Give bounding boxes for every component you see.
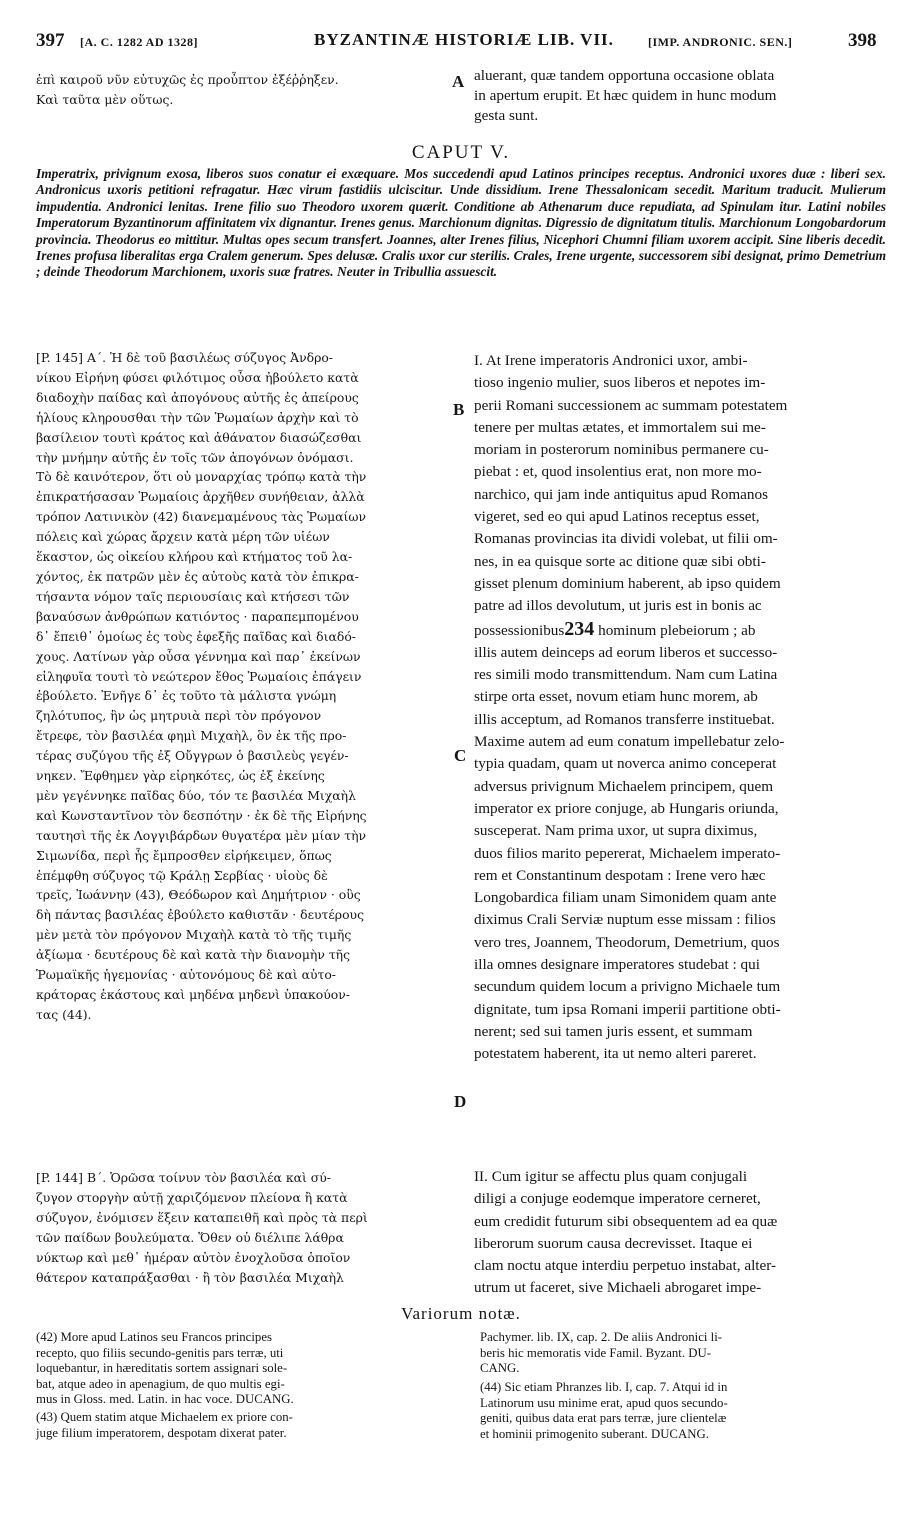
intro-greek: ἐπὶ καιροῦ νῦν εὐτυχῶς ἐς προὖπτον ἐξέῤῥηξεν. Καὶ ταῦτα μὲν οὕτως. (36, 72, 339, 107)
header-title: BYZANTINÆ HISTORIÆ LIB. VII. (314, 30, 614, 49)
paragraph-1-greek: [P. 145] Α΄. Ἡ δὲ τοῦ βασιλέως σύζυγος Ἀνδρο- νίκου Εἰρήνη φύσει φιλότιμος οὖσα ἠβούλετο κατὰ διαδοχὴν παίδας καὶ ἀπογόνους αὐτῆς ἐς ἀπείρους ἡλίους κληρουσθαι τὴν τῶν Ῥωμαίων ἀρχὴν καὶ τὸ βασίλειον τουτὶ κράτος καὶ ἀθάνατον διασώζεσθαι τὴν μνήμην αὐτῆς ἐν τοῖς τῶν ἀπογόνων ὀνόμασι. Τὸ δὲ καινότερον, ὅτι οὐ μοναρχίας τρόπῳ κατὰ τὴν ἐπικρατήσασαν Ῥωμαίοις ἀρχῆθεν συνήθειαν, ἀλλὰ τρόπον Λατινικὸν (42) διανεμαμένους τὰς Ῥωμαίων πόλεις καὶ χώρας ἄρχειν κατὰ μέρη τῶν υἱέων ἕκαστον, ὡς οἰκείου κλήρου καὶ κτήματος τοῦ λα- χόντος, ἐκ πατρῶν μὲν ἐς αὐτοὺς κατὰ τὸν ἐπικρα- τήσαντα νόμον ταῖς περιουσίαις καὶ κτήσεσι τῶν βαναύσων ἀνθρώπων κατιόντος · παραπεμπομένου δ᾽ ἔπειθ᾽ ὁμοίως ἐς τοὺς ἐφεξῆς παῖδας καὶ διαδό- χους. Λατίνων γὰρ οὖσα γέννημα καὶ παρ᾽ ἐκείνων εἰληφυῖα τουτὶ τὸ νεώτερον ἔθος Ῥωμαίοις ἐπάγειν ἐβούλετο. Ἐνῆγε δ᾽ ἐς τοῦτο τὰ μάλιστα γνώμη ζηλότυπος, ἣν ὡς μητρυιὰ περὶ τὸν πρόγονον ἔτρεφε, τὸν βασιλέα φημὶ Μιχαὴλ, ὃν ἐκ τῆς προ- τέρας συζύγου τῆς ἐξ Οὔγγρων ὁ βασιλεὺς γεγέν- νηκεν. Ἔφθημεν γὰρ εἰρηκότες, ὡς ἐξ ἐκείνης μὲν γεγέννηκε παῖδας δύο, τόν τε βασιλέα Μιχαὴλ καὶ Κωνσταντῖνον τὸν δεσπότην · ἐκ δὲ τῆς Εἰρήνης ταυτησὶ τῆς ἐκ Λογγιβάρδων θυγατέρα μὲν μίαν τὴν Σιμωνίδα, περὶ ἧς ἔμπροσθεν εἰρήκειμεν, ὅπως ἐπέμφθη σύζυγος τῷ Κράλῃ Σερβίας · υἱοὺς δὲ τρεῖς, Ἰωάννην (43), Θεόδωρον καὶ Δημήτριον · οὓς δὴ πάντας βασιλέας ἐβούλετο καθιστᾶν · δευτέρους μὲν μετὰ τὸν πρόγονον Μιχαὴλ κατὰ τὸ τῆς τιμῆς ἀξίωμα · δευτέρους δὲ καὶ κατὰ τὴν διανομὴν τῆς Ῥωμαϊκῆς ἡγεμονίας · αὐτονόμους δὲ καὶ αὐτο- κράτορας ἑκάστους καὶ μηδένα μηδενὶ ὑπακούον- τας (44). (36, 350, 367, 1022)
margin-letter-c: C (454, 746, 467, 765)
column-number: 234 (564, 617, 595, 640)
paragraph-1-latin-a: I. At Irene imperatoris Andronici uxor, ambi- tioso ingenio mulier, suos liberos et nepotes im- perii Romani successionem ac summam potestatem tenere per multas ætates, et immortalem sui me- moriam in posterorum nominibus permanere cu- piebat : et, quod insolentius erat, non more mo- narchico, qui jam inde antiquitus apud Romanos vigeret, sed eo qui apud Latinos receptus esset, Romanas provincias ita dividi volebat, ut filii om- nes, in ea quisque sorte ac ditione quæ sibi obti- gisset plenum dominium haberent, ab ipso quidem patre ad illos devolutum, ut juris est in bonis ac possessionibus (474, 352, 788, 639)
header-date-range: [A. C. 1282 AD 1328] (80, 35, 198, 49)
notes-heading: Variorum notæ. (401, 1304, 521, 1323)
margin-letter-b: B (453, 400, 465, 419)
margin-letter-a: A (452, 72, 465, 91)
paragraph-1-latin (474, 350, 886, 1066)
intro-latin: aluerant, quæ tandem opportuna occasione oblata in apertum erupit. Et hæc quidem in hunc modum gesta sunt. (474, 67, 777, 124)
footnote-43: (43) Quem statim atque Michaelem ex priore con- juge filium imperatorem, despotam dixerat pater. (36, 1410, 293, 1440)
paragraph-1-latin-b: hominum plebeiorum ; ab illis autem deinceps ad eorum liberos et successo- res simili modo transmittendum. Nam cum Latina stirpe orta esset, novum etiam hunc morem, ab illis acceptum, ad Romanos transferre instituebat. Maxime autem ad eum conatum impellebatur zelo- typia quadam, quam ut noverca animo conceperat adversus privignum Michaelem principem, quem imperator ex priore conjuge, ab Hungaris oriunda, susceperat. Nam prima uxor, ut supra diximus, duos filios marito pepererat, Michaelem imperato- rem et Constantinum despotam : Irene vero hæc Longobardica filiam unam Simonidem quam ante diximus Crali Serviæ nuptum esse missam : filios vero tres, Joannem, Theodorum, Demetrium, quos illa omnes designare imperatores studebat : qui secundum quidem locum a privigno Michaele tum dignitate, tum ipsa Romani imperii partitione obti- nerent; sed sui tamen juris essent, et summam potestatem haberent, ita ut nemo alteri pareret. (474, 621, 785, 1063)
paragraph-2-latin: II. Cum igitur se affectu plus quam conjugali diligi a conjuge eodemque imperatore cerneret, eum credidit futurum sibi obsequentem ad ea quæ liberorum suorum causa decrevisset. Itaque ei clam noctu atque interdiu perpetuo instabat, alter- utrum ut faceret, sive Michaeli abrogaret impe- (474, 1168, 778, 1297)
running-header (36, 30, 886, 58)
page-number-left: 397 (36, 30, 65, 51)
paragraph-2-greek: [P. 144] Β΄. Ὁρῶσα τοίνυν τὸν βασιλέα καὶ σύ- ζυγον στοργὴν αὐτῇ χαριζόμενον πλείονα ἢ κατὰ σύζυγον, ἐνόμισεν ἕξειν καταπειθῆ καὶ πρὸς τὰ περὶ τῶν παίδων βουλεύματα. Ὅθεν οὐ διέλιπε λάθρα νύκτωρ καὶ μεθ᾽ ἡμέραν αὐτὸν ἐνοχλοῦσα ὁποῖον θάτερον καταπράξασθαι · ἢ τὸν βασιλέα Μιχαὴλ (36, 1170, 368, 1285)
page (36, 30, 886, 1441)
footnote-42-continued: Pachymer. lib. IX, cap. 2. De aliis Andronici li- beris hic memoratis vide Famil. Byzant. DU- CANG. (480, 1330, 723, 1376)
footnote-44: (44) Sic etiam Phranzes lib. I, cap. 7. Atqui id in Latinorum usu minime erat, apud quos secundo- geniti, quibus data erat pars terræ, jure clientelæ et hominii primogenito suberant. DUCANG. (480, 1380, 728, 1441)
footnote-42: (42) More apud Latinos seu Francos principes recepto, quo filiis secundo-genitis pars terræ, uti loquebantur, in hæreditatis sortem assignari sole- bat, atque adeo in apenagium, de quo multis egi- mus in Gloss. med. Latin. in hac voce. DUCANG. (36, 1330, 294, 1407)
chapter-summary: Imperatrix, privignum exosa, liberos suos conatur ei exæquare. Mos succedendi apud Latinos principes receptus. Andronici uxores duæ : liberi sex. Andronicus uxoris petitioni refragatur. Hæc virum fastidiis ulciscitur. Unde dissidium. Irene Thessalonicam secedit. Maritum traducit. Mulierum impudentia. Andronici lenitas. Irene filio suo Theodoro uxorem quærit. Conditione ab Athenarum duce repudiata, ad Spinulam itur. Latini nobiles Imperatorum Byzantinorum affinitatem vix dignantur. Irenes genus. Marchionum dignitas. Digressio de dignitatum titulis. Marchionum Longobardorum provincia. Theodorus eo mittitur. Multas opes secum transfert. Joannes, alter Irenes filius, Nicephori Chumni filiam uxorem accipit. Sine liberis decedit. Irenes profusa liberalitas erga Cralem generum. Spes delusæ. Cralis uxor cur sterilis. Crales, Irene urgente, successorem sibi designat, primo Demetrium ; deinde Theodorum Marchionem, uxoris suæ fratres. Neuter in Tribullia assuescit. (36, 166, 886, 280)
page-number-right: 398 (848, 30, 877, 51)
header-emperor: [IMP. ANDRONIC. SEN.] (648, 35, 793, 49)
chapter-heading: CAPUT V. (411, 142, 511, 163)
margin-letter-d: D (454, 1092, 467, 1111)
